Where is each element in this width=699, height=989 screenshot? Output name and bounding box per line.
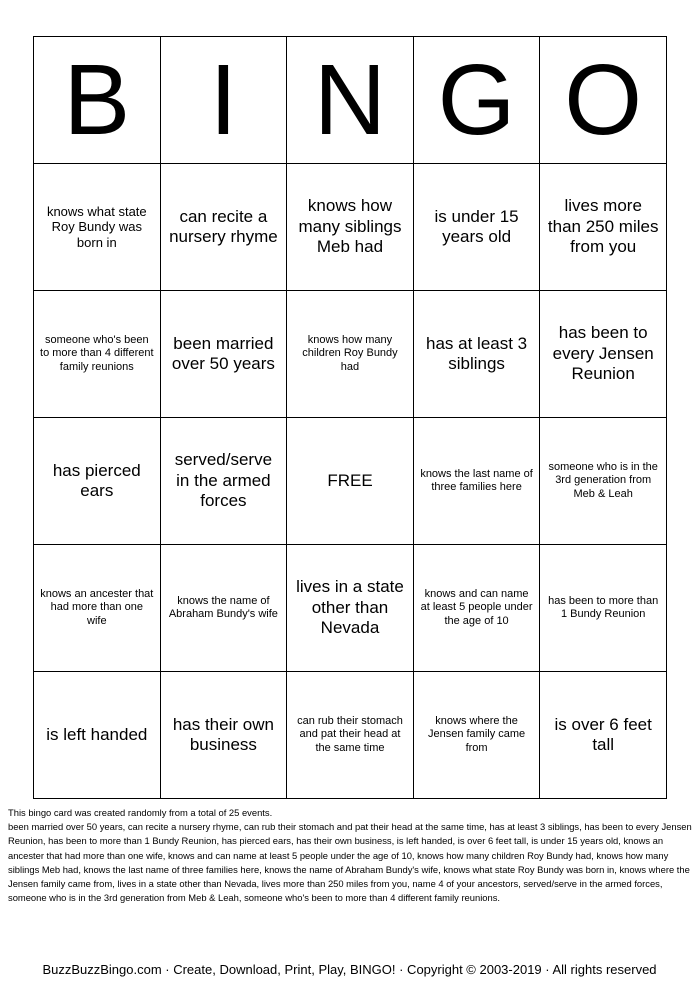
bingo-row bbox=[34, 672, 667, 799]
bingo-card bbox=[33, 36, 667, 799]
bingo-cell: has their own business bbox=[160, 672, 287, 799]
bingo-cell: has been to more than 1 Bundy Reunion bbox=[540, 545, 667, 672]
bingo-cell: is over 6 feet tall bbox=[540, 672, 667, 799]
bingo-cell: knows how many siblings Meb had bbox=[287, 164, 414, 291]
bingo-cell: lives more than 250 miles from you bbox=[540, 164, 667, 291]
copyright-footer: BuzzBuzzBingo.com · Create, Download, Print, Play, BINGO! · Copyright © 2003-2019 · All rights reserved bbox=[42, 962, 657, 977]
bingo-cell: knows the name of Abraham Bundy's wife bbox=[160, 545, 287, 672]
bingo-cell: has at least 3 siblings bbox=[413, 291, 540, 418]
free-space: FREE bbox=[287, 418, 414, 545]
bingo-cell: is under 15 years old bbox=[413, 164, 540, 291]
bingo-cell: knows how many children Roy Bundy had bbox=[287, 291, 414, 418]
header-letter-b: B bbox=[34, 37, 161, 164]
header-row bbox=[34, 37, 667, 164]
bingo-cell: someone who is in the 3rd generation from Meb & Leah bbox=[540, 418, 667, 545]
bingo-row bbox=[34, 291, 667, 418]
bingo-cell: can rub their stomach and pat their head at the same time bbox=[287, 672, 414, 799]
bingo-cell: can recite a nursery rhyme bbox=[160, 164, 287, 291]
bingo-row bbox=[34, 545, 667, 672]
card-description bbox=[8, 806, 692, 905]
header-letter-o: O bbox=[540, 37, 667, 164]
header-letter-g: G bbox=[413, 37, 540, 164]
bingo-cell: someone who's been to more than 4 different family reunions bbox=[34, 291, 161, 418]
bingo-cell: lives in a state other than Nevada bbox=[287, 545, 414, 672]
bingo-cell: knows what state Roy Bundy was born in bbox=[34, 164, 161, 291]
bingo-cell: knows the last name of three families here bbox=[413, 418, 540, 545]
bingo-cell: knows and can name at least 5 people under the age of 10 bbox=[413, 545, 540, 672]
bingo-cell: been married over 50 years bbox=[160, 291, 287, 418]
bingo-cell: has been to every Jensen Reunion bbox=[540, 291, 667, 418]
bingo-row bbox=[34, 164, 667, 291]
bingo-cell: is left handed bbox=[34, 672, 161, 799]
bingo-cell: knows an ancester that had more than one wife bbox=[34, 545, 161, 672]
card-event-list: been married over 50 years, can recite a nursery rhyme, can rub their stomach and pat their head at the same time, has at least 3 siblings, has been to every Jensen Reunion, has been to more than 1 Bundy Reunion, has pierced ears, has their own business, is left handed, is over 6 feet tall, is under 15 years old, knows an ancester that had more than one wife, knows and can name at least 5 people under the age of 10, knows how many children Roy Bundy had, knows how many siblings Meb had, knows the last name of three families here, knows the name of Abraham Bundy's wife, knows what state Roy Bundy was born in, knows where the Jensen family came from, lives in a state other than Nevada, lives more than 250 miles from you, name 4 of your ancestors, served/serve in the armed forces, someone who is in the 3rd generation from Meb & Leah, someone who's been to more than 4 different family reunions. bbox=[8, 821, 692, 904]
bingo-cell: has pierced ears bbox=[34, 418, 161, 545]
header-letter-i: I bbox=[160, 37, 287, 164]
header-letter-n: N bbox=[287, 37, 414, 164]
bingo-row bbox=[34, 418, 667, 545]
bingo-cell: served/serve in the armed forces bbox=[160, 418, 287, 545]
card-description-intro: This bingo card was created randomly from a total of 25 events. bbox=[8, 807, 273, 818]
bingo-cell: knows where the Jensen family came from bbox=[413, 672, 540, 799]
